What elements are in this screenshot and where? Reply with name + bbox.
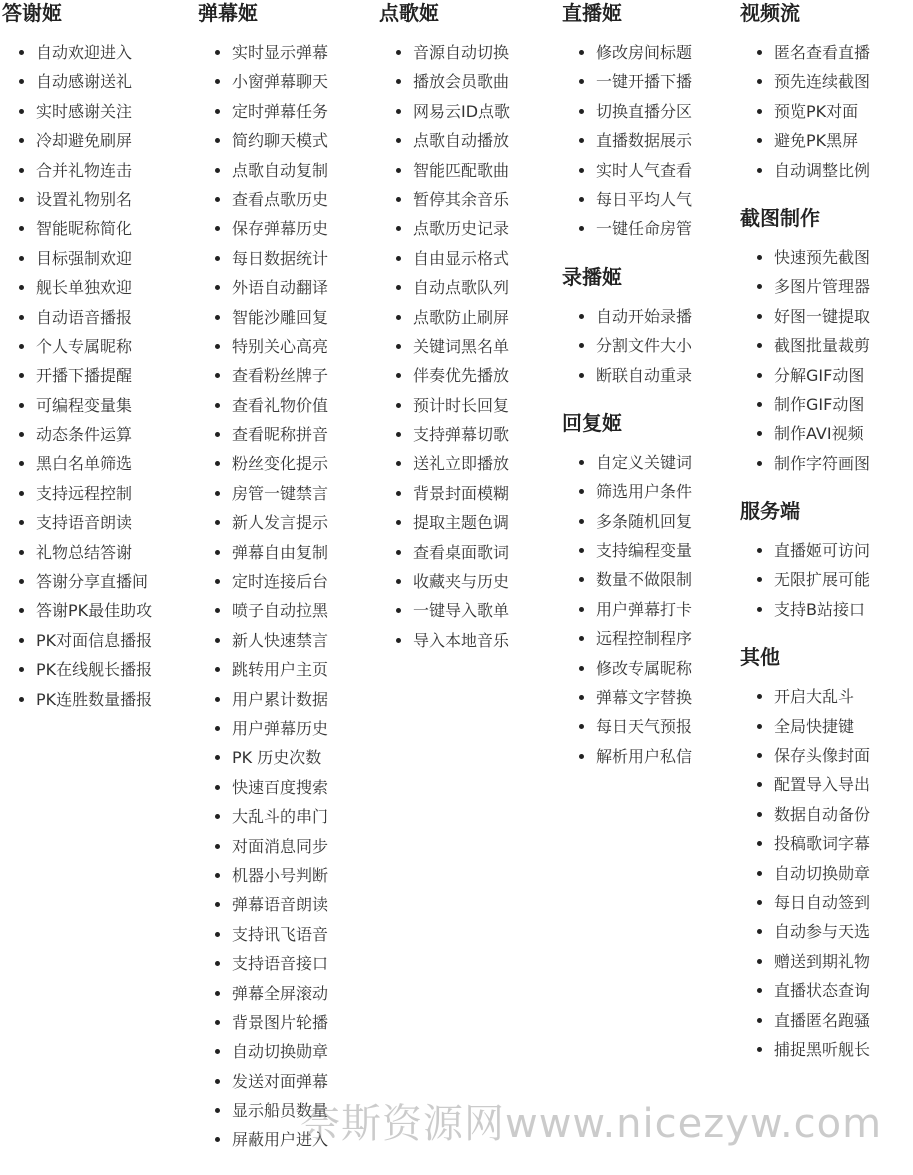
feature-list-item: • 弹幕文字替换 — [596, 683, 692, 712]
feature-list-item: • 投稿歌词字幕 — [774, 829, 870, 858]
feature-list-item: • 开启大乱斗 — [774, 682, 870, 711]
feature-list-item: • 发送对面弹幕 — [232, 1067, 328, 1096]
feature-list-item: • 直播数据展示 — [596, 126, 692, 155]
feature-list-item: • 关键词黑名单 — [413, 332, 510, 361]
column-5 — [740, 0, 870, 1084]
feature-list — [2, 38, 152, 714]
watermark-text: 奈斯资源网www.nicezyw.com — [300, 1101, 883, 1147]
feature-list-item: • 自动切换勋章 — [232, 1037, 328, 1066]
feature-list-item: • 查看昵称拼音 — [232, 420, 328, 449]
feature-list-item: • 一键开播下播 — [596, 67, 692, 96]
feature-list-item: • 自动开始录播 — [596, 302, 692, 331]
column-2 — [198, 0, 328, 1175]
feature-list-item: • 断联自动重录 — [596, 361, 692, 390]
feature-list-item: • 快速百度搜索 — [232, 773, 328, 802]
feature-list-item: • 导入本地音乐 — [413, 626, 510, 655]
feature-list-item: • 用户弹幕打卡 — [596, 595, 692, 624]
feature-list — [740, 38, 870, 185]
feature-list-item: • 一键导入歌单 — [413, 596, 510, 625]
feature-list-item: • 对面消息同步 — [232, 832, 328, 861]
feature-list-item: • 实时显示弹幕 — [232, 38, 328, 67]
feature-list-item: • 特别关心高亮 — [232, 332, 328, 361]
feature-list-item: • 屏蔽用户进入 — [232, 1125, 328, 1154]
section-title: 截图制作 — [740, 205, 820, 230]
feature-section — [562, 410, 692, 771]
feature-list-item: • 配置导入导出 — [774, 770, 870, 799]
feature-list-item: • 自由显示格式 — [413, 244, 510, 273]
feature-list-item: • 预先连续截图 — [774, 67, 870, 96]
feature-list-item: • 每日平均人气 — [596, 185, 692, 214]
feature-list-item: • 截图批量裁剪 — [774, 331, 870, 360]
feature-list-item: • 送礼立即播放 — [413, 449, 510, 478]
feature-list-item: • 数据自动备份 — [774, 800, 870, 829]
feature-list-item: • 每日天气预报 — [596, 712, 692, 741]
feature-list-item: • 支持编程变量 — [596, 536, 692, 565]
feature-list-item: • 远程控制程序 — [596, 624, 692, 653]
feature-list-item: • 简约聊天模式 — [232, 126, 328, 155]
feature-list-item: • 修改专属昵称 — [596, 654, 692, 683]
feature-list-item: • 点歌自动播放 — [413, 126, 510, 155]
feature-list-item: • 查看桌面歌词 — [413, 538, 510, 567]
feature-list-item: • 支持B站接口 — [774, 595, 870, 624]
feature-list-item: • 收藏夹与历史 — [413, 567, 510, 596]
section-title: 服务端 — [740, 499, 800, 524]
section-title: 视频流 — [740, 1, 800, 25]
feature-list-item: • 背景封面模糊 — [413, 479, 510, 508]
feature-list-item: • 大乱斗的串门 — [232, 802, 328, 831]
feature-list-item: • PK在线舰长播报 — [36, 655, 152, 684]
feature-list-item: • 黑白名单筛选 — [36, 449, 152, 478]
feature-list-item: • 多条随机回复 — [596, 507, 692, 536]
feature-list-item: • 合并礼物连击 — [36, 156, 152, 185]
feature-list — [740, 536, 870, 624]
feature-list-item: • 支持语音接口 — [232, 949, 328, 978]
feature-list-item: • 伴奏优先播放 — [413, 361, 510, 390]
feature-section — [740, 0, 870, 185]
feature-list-item: • 弹幕全屏滚动 — [232, 979, 328, 1008]
feature-section — [2, 0, 152, 714]
feature-list-item: • 显示船员数量 — [232, 1096, 328, 1125]
feature-section — [198, 0, 328, 1155]
feature-list-item: • 分解GIF动图 — [774, 361, 870, 390]
feature-list-item: • 用户累计数据 — [232, 685, 328, 714]
feature-list-item: • 预览PK对面 — [774, 97, 870, 126]
feature-list — [740, 243, 870, 478]
feature-list-item: • 实时感谢关注 — [36, 97, 152, 126]
feature-list-item: • 好图一键提取 — [774, 302, 870, 331]
feature-list-item: • 冷却避免刷屏 — [36, 126, 152, 155]
feature-list-item: • 自动参与天选 — [774, 917, 870, 946]
feature-list-item: • 数量不做限制 — [596, 565, 692, 594]
feature-list-item: • 制作AVI视频 — [774, 419, 870, 448]
feature-section — [740, 498, 870, 624]
feature-list-item: • 匿名查看直播 — [774, 38, 870, 67]
feature-list-item: • 制作GIF动图 — [774, 390, 870, 419]
feature-list — [740, 682, 870, 1064]
feature-list-item: • 查看点歌历史 — [232, 185, 328, 214]
feature-list-item: • 全局快捷键 — [774, 712, 870, 741]
feature-list-item: • 直播匿名跑骚 — [774, 1006, 870, 1035]
feature-list-item: • 自动调整比例 — [774, 156, 870, 185]
feature-list-item: • 支持远程控制 — [36, 479, 152, 508]
feature-list-item: • 自动切换勋章 — [774, 859, 870, 888]
feature-list-item: • 舰长单独欢迎 — [36, 273, 152, 302]
feature-list-item: • 修改房间标题 — [596, 38, 692, 67]
feature-list-item: • 每日数据统计 — [232, 244, 328, 273]
feature-list-item: • 目标强制欢迎 — [36, 244, 152, 273]
feature-list-item: • 筛选用户条件 — [596, 477, 692, 506]
feature-list-item: • 答谢PK最佳助攻 — [36, 596, 152, 625]
feature-list-item: • 查看粉丝牌子 — [232, 361, 328, 390]
feature-list-item: • 自动语音播报 — [36, 303, 152, 332]
feature-list-item: • 设置礼物别名 — [36, 185, 152, 214]
feature-list-item: • 暂停其余音乐 — [413, 185, 510, 214]
section-title: 弹幕姬 — [198, 1, 258, 25]
feature-list-item: • 点歌自动复制 — [232, 156, 328, 185]
column-3 — [379, 0, 510, 675]
feature-list-item: • 保存弹幕历史 — [232, 214, 328, 243]
feature-list-item: • 避免PK黑屏 — [774, 126, 870, 155]
feature-list-item: • 捕捉黑听舰长 — [774, 1035, 870, 1064]
column-1 — [2, 0, 152, 734]
feature-list-item: • 弹幕自由复制 — [232, 538, 328, 567]
feature-list-item: • 动态条件运算 — [36, 420, 152, 449]
feature-list-item: • 一键任命房管 — [596, 214, 692, 243]
feature-section — [740, 644, 870, 1064]
feature-section — [740, 205, 870, 478]
feature-list-item: • 小窗弹幕聊天 — [232, 67, 328, 96]
feature-list-item: • 直播状态查询 — [774, 976, 870, 1005]
feature-list — [562, 448, 692, 771]
feature-list-item: • 外语自动翻译 — [232, 273, 328, 302]
feature-list — [379, 38, 510, 655]
feature-list — [198, 38, 328, 1155]
feature-list-item: • 背景图片轮播 — [232, 1008, 328, 1037]
feature-list-item: • 新人快速禁言 — [232, 626, 328, 655]
feature-list-item: • 答谢分享直播间 — [36, 567, 152, 596]
feature-list-item: • 个人专属昵称 — [36, 332, 152, 361]
feature-list-item: • 多图片管理器 — [774, 272, 870, 301]
feature-list-item: • 喷子自动拉黑 — [232, 596, 328, 625]
section-title: 点歌姬 — [379, 1, 439, 25]
feature-list-item: • 提取主题色调 — [413, 508, 510, 537]
feature-list-item: • 机器小号判断 — [232, 861, 328, 890]
column-4 — [562, 0, 692, 791]
feature-list-item: • 自动点歌队列 — [413, 273, 510, 302]
feature-list-item: • 定时连接后台 — [232, 567, 328, 596]
feature-list-item: • 音源自动切换 — [413, 38, 510, 67]
feature-list-item: • 房管一键禁言 — [232, 479, 328, 508]
feature-list-item: • 智能匹配歌曲 — [413, 156, 510, 185]
feature-list — [562, 302, 692, 390]
section-title: 录播姬 — [562, 264, 622, 289]
feature-list-item: • 用户弹幕历史 — [232, 714, 328, 743]
feature-list-item: • 预计时长回复 — [413, 391, 510, 420]
section-title: 答谢姬 — [2, 1, 62, 25]
feature-list-item: • PK对面信息播报 — [36, 626, 152, 655]
feature-section — [562, 0, 692, 244]
section-title: 直播姬 — [562, 1, 622, 25]
feature-list-item: • 跳转用户主页 — [232, 655, 328, 684]
feature-list-item: • 支持语音朗读 — [36, 508, 152, 537]
feature-list-item: • 直播姬可访问 — [774, 536, 870, 565]
feature-list-item: • 新人发言提示 — [232, 508, 328, 537]
feature-list-item: • 弹幕语音朗读 — [232, 890, 328, 919]
section-title: 其他 — [740, 645, 780, 670]
feature-list-item: • 无限扩展可能 — [774, 565, 870, 594]
feature-list-item: • 可编程变量集 — [36, 391, 152, 420]
feature-list-item: • 开播下播提醒 — [36, 361, 152, 390]
feature-list-item: • 制作字符画图 — [774, 449, 870, 478]
feature-list-item: • 自动感谢送礼 — [36, 67, 152, 96]
feature-list-item: • PK连胜数量播报 — [36, 685, 152, 714]
feature-list-item: • 自定义关键词 — [596, 448, 692, 477]
feature-section — [562, 264, 692, 390]
feature-list-item: • 赠送到期礼物 — [774, 947, 870, 976]
feature-list-item: • 智能沙雕回复 — [232, 303, 328, 332]
feature-list-item: • 快速预先截图 — [774, 243, 870, 272]
feature-list — [562, 38, 692, 244]
feature-list-item: • 粉丝变化提示 — [232, 449, 328, 478]
feature-list-item: • 自动欢迎进入 — [36, 38, 152, 67]
feature-list-item: • 保存头像封面 — [774, 741, 870, 770]
feature-list-item: • 点歌历史记录 — [413, 214, 510, 243]
feature-list-item: • 定时弹幕任务 — [232, 97, 328, 126]
feature-list-item: • 分割文件大小 — [596, 331, 692, 360]
feature-list-item: • 点歌防止刷屏 — [413, 303, 510, 332]
feature-list-item: • 支持弹幕切歌 — [413, 420, 510, 449]
feature-list-item: • 网易云ID点歌 — [413, 97, 510, 126]
feature-list-item: • 实时人气查看 — [596, 156, 692, 185]
section-title: 回复姬 — [562, 410, 622, 435]
feature-list-item: • 礼物总结答谢 — [36, 538, 152, 567]
feature-list-item: • PK 历史次数 — [232, 743, 328, 772]
feature-section — [379, 0, 510, 655]
feature-list-item: • 查看礼物价值 — [232, 391, 328, 420]
feature-list-item: • 支持讯飞语音 — [232, 920, 328, 949]
feature-list-item: • 播放会员歌曲 — [413, 67, 510, 96]
feature-list-item: • 切换直播分区 — [596, 97, 692, 126]
feature-list-item: • 智能昵称简化 — [36, 214, 152, 243]
feature-list-item: • 每日自动签到 — [774, 888, 870, 917]
feature-list-item: • 解析用户私信 — [596, 742, 692, 771]
